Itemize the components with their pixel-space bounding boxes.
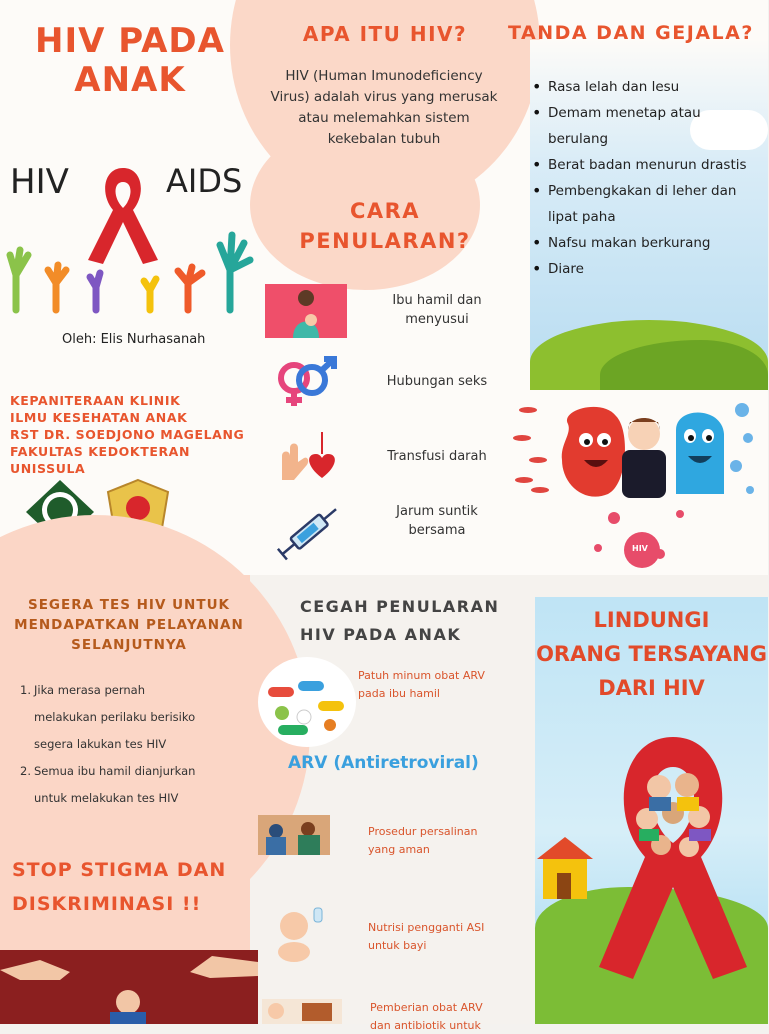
hiv-definition: HIV (Human Imunodeficiency Virus) adalah virus yang merusak atau melemahkan sistem kekebalan tubuh	[270, 68, 498, 147]
prevention-line: dan antibiotik untuk	[370, 1018, 481, 1032]
arv-label: ARV (Antiretroviral)	[288, 753, 479, 773]
institution-line: KEPANITERAAN KLINIK	[10, 393, 181, 408]
symptom-item: • Pembengkakan di leher dan lipat paha	[532, 178, 762, 230]
prevention-heading-line1: CEGAH PENULARAN	[300, 597, 500, 616]
protect-poster	[535, 597, 768, 1024]
cover-title	[20, 22, 240, 100]
step-number: 1.	[20, 683, 31, 697]
prevention-line: Nutrisi pengganti ASI	[368, 921, 485, 934]
stop-stigma-text	[12, 853, 252, 921]
virus-characters-illustration	[510, 390, 768, 575]
symptoms-heading: TANDA DAN GEJALA?	[508, 22, 754, 44]
prevention-line: yang aman	[368, 842, 430, 856]
stop-stigma-line1: STOP STIGMA DAN	[12, 859, 227, 881]
prevention-item	[368, 919, 508, 954]
raised-hands-icon	[8, 215, 253, 315]
protect-heading-line3: DARI HIV	[598, 676, 705, 700]
step-item	[20, 677, 250, 758]
symptom-item: • Rasa lelah dan lesu	[532, 74, 762, 100]
prevention-line: Patuh minum obat ARV	[358, 669, 485, 682]
what-is-hiv-heading: APA ITU HIV?	[302, 22, 468, 46]
route-label: Jarum suntik bersama	[396, 504, 478, 538]
step-line: Jika merasa pernah	[34, 683, 146, 697]
protect-heading-line2: ORANG TERSAYANG	[536, 642, 767, 666]
transmission-heading-line1: CARA	[349, 199, 421, 223]
pills-image	[258, 657, 356, 747]
route-label: Ibu hamil dan menyusui	[392, 293, 482, 327]
test-heading-line1: SEGERA TES HIV UNTUK	[27, 597, 230, 613]
brochure-back	[0, 575, 768, 1032]
test-heading	[0, 595, 258, 655]
author-credit: Oleh: Elis Nurhasanah	[62, 332, 206, 347]
blood-transfusion-icon	[270, 428, 346, 484]
baby-image	[268, 900, 338, 962]
route-item	[262, 282, 502, 342]
symptom-item: • Nafsu makan berkurang	[532, 230, 762, 256]
medicine-image	[262, 999, 342, 1024]
aids-text: AIDS	[166, 162, 243, 200]
transmission-heading-line2: PENULARAN?	[299, 229, 471, 253]
house-icon	[537, 833, 593, 903]
route-label: Transfusi darah	[387, 449, 487, 464]
stop-stigma-line2: DISKRIMINASI !!	[12, 893, 202, 915]
prevention-item	[370, 999, 510, 1034]
hands-illustration	[0, 950, 258, 1024]
delivery-image	[258, 815, 330, 855]
prevention-line: pada ibu hamil	[358, 686, 440, 700]
institution-block	[10, 392, 250, 477]
step-line: segera lakukan tes HIV	[34, 737, 167, 751]
prevention-item	[368, 823, 508, 858]
institution-line: FAKULTAS KEDOKTERAN UNISSULA	[10, 444, 191, 476]
cover-title-line1: HIV PADA	[35, 21, 225, 61]
family-ribbon-icon	[589, 727, 769, 987]
syringe-icon	[272, 500, 348, 562]
step-line: untuk melakukan tes HIV	[34, 791, 179, 805]
test-heading-line2: MENDAPATKAN PELAYANAN	[14, 617, 244, 633]
prevention-heading	[300, 593, 500, 649]
hiv-virus-label: HIV	[632, 544, 648, 553]
test-steps	[20, 677, 250, 812]
step-number: 2.	[20, 764, 31, 778]
hiv-aids-illustration	[8, 160, 253, 315]
hiv-text: HIV	[10, 162, 69, 202]
institution-line: RST DR. SOEDJONO MAGELANG	[10, 427, 245, 442]
protect-heading	[535, 603, 768, 705]
symptom-item: • Demam menetap atau berulang	[532, 100, 762, 152]
test-heading-line3: SELANJUTNYA	[71, 637, 187, 653]
mother-breastfeeding-icon	[265, 284, 347, 338]
institution-line: ILMU KESEHATAN ANAK	[10, 410, 188, 425]
protect-heading-line1: LINDUNGI	[593, 608, 710, 632]
prevention-item	[358, 667, 508, 702]
step-line: melakukan perilaku berisiko	[34, 710, 196, 724]
gender-symbols-icon	[268, 356, 344, 408]
route-item	[262, 354, 502, 414]
route-item	[262, 428, 502, 488]
step-line: Semua ibu hamil dianjurkan	[34, 764, 196, 778]
step-item	[20, 758, 250, 812]
symptom-item: • Berat badan menurun drastis	[532, 152, 762, 178]
route-item	[262, 500, 502, 560]
symptoms-list	[532, 74, 762, 282]
prevention-line: untuk bayi	[368, 938, 427, 952]
symptom-item: • Diare	[532, 256, 762, 282]
cover-title-line2: ANAK	[74, 60, 186, 101]
route-label: Hubungan seks	[386, 374, 488, 389]
prevention-line: Prosedur persalinan	[368, 825, 478, 838]
prevention-heading-line2: HIV PADA ANAK	[300, 625, 462, 644]
transmission-heading	[280, 196, 490, 256]
prevention-line: Pemberian obat ARV	[370, 1001, 483, 1014]
